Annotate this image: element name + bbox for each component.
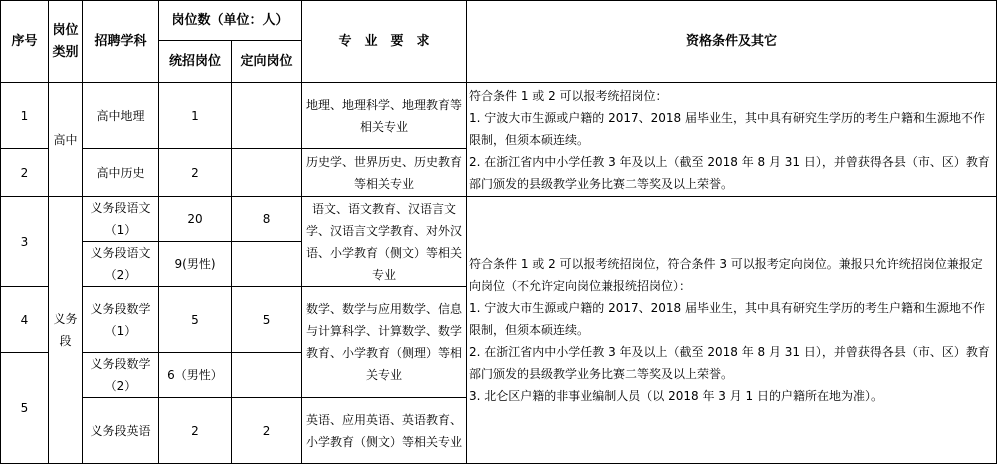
qualification-line: 2. 在浙江省内中小学任教 3 年及以上（截至 2018 年 8 月 31 日），并曾获得各县（市、区）教育部门颁发的县级教学业务比赛二等奖及以上荣誉。 — [469, 345, 990, 381]
row-seq: 5 — [1, 353, 49, 464]
row-unified: 2 — [159, 398, 232, 464]
header-positions: 岗位数（单位：人） — [159, 1, 302, 41]
row-unified: 9(男性) — [159, 242, 232, 287]
row-directed — [232, 149, 302, 197]
category-compulsory: 义务段 — [49, 197, 83, 464]
row-unified: 6（男性） — [159, 353, 232, 398]
qualification-line: 符合条件 1 或 2 可以报考统招岗位，符合条件 3 可以报考定向岗位。兼报只允许统招岗位兼报定向岗位（不允许定向岗位兼报统招岗位）： — [469, 257, 983, 293]
row-subject: 义务段语文（2） — [83, 242, 159, 287]
row-seq: 4 — [1, 287, 49, 353]
row-major: 语文、语文教育、汉语言文学、汉语言文学教育、对外汉语、小学教育（侧文）等相关专业 — [302, 197, 467, 287]
row-subject: 义务段数学（1） — [83, 287, 159, 353]
row-unified: 1 — [159, 83, 232, 149]
qualification-line: 符合条件 1 或 2 可以报考统招岗位： — [469, 88, 668, 103]
qualification-line: 2. 在浙江省内中小学任教 3 年及以上（截至 2018 年 8 月 31 日），并曾获得各县（市、区）教育部门颁发的县级教学业务比赛二等奖及以上荣誉。 — [469, 154, 990, 191]
row-directed — [232, 83, 302, 149]
qualification-line: 3. 北仑区户籍的非事业编制人员（以 2018 年 3 月 1 日的户籍所在地为准）。 — [469, 389, 883, 403]
row-seq: 3 — [1, 197, 49, 287]
row-directed: 5 — [232, 287, 302, 353]
qualification-high-school — [467, 83, 997, 197]
qualification-compulsory — [467, 197, 997, 464]
row-subject: 义务段数学（2） — [83, 353, 159, 398]
row-subject: 义务段英语 — [83, 398, 159, 464]
header-unified: 统招岗位 — [159, 41, 232, 83]
row-subject: 高中地理 — [83, 83, 159, 149]
header-subject: 招聘学科 — [83, 1, 159, 83]
qualification-line: 1. 宁波大市生源或户籍的 2017、2018 届毕业生，其中具有研究生学历的考生户籍和生源地不作限制，但须本硕连续。 — [469, 301, 985, 337]
qualification-line: 1. 宁波大市生源或户籍的 2017、2018 届毕业生，其中具有研究生学历的考生户籍和生源地不作限制，但须本硕连续。 — [469, 110, 985, 147]
row-directed — [232, 242, 302, 287]
row-directed — [232, 353, 302, 398]
row-major: 历史学、世界历史、历史教育等相关专业 — [302, 149, 467, 197]
row-unified: 20 — [159, 197, 232, 242]
header-directed: 定向岗位 — [232, 41, 302, 83]
row-directed: 8 — [232, 197, 302, 242]
row-subject: 义务段语文（1） — [83, 197, 159, 242]
row-seq: 1 — [1, 83, 49, 149]
header-category: 岗位类别 — [49, 1, 83, 83]
row-unified: 5 — [159, 287, 232, 353]
header-seq: 序号 — [1, 1, 49, 83]
row-major: 英语、应用英语、英语教育、小学教育（侧文）等相关专业 — [302, 398, 467, 464]
row-directed: 2 — [232, 398, 302, 464]
header-qualification: 资格条件及其它 — [467, 1, 997, 83]
row-seq: 2 — [1, 149, 49, 197]
row-unified: 2 — [159, 149, 232, 197]
category-high-school: 高中 — [49, 83, 83, 197]
row-major: 地理、地理科学、地理教育等相关专业 — [302, 83, 467, 149]
header-major: 专 业 要 求 — [302, 1, 467, 83]
row-subject: 高中历史 — [83, 149, 159, 197]
row-major: 数学、数学与应用数学、信息与计算科学、计算数学、数学教育、小学教育（侧理）等相关专业 — [302, 287, 467, 398]
